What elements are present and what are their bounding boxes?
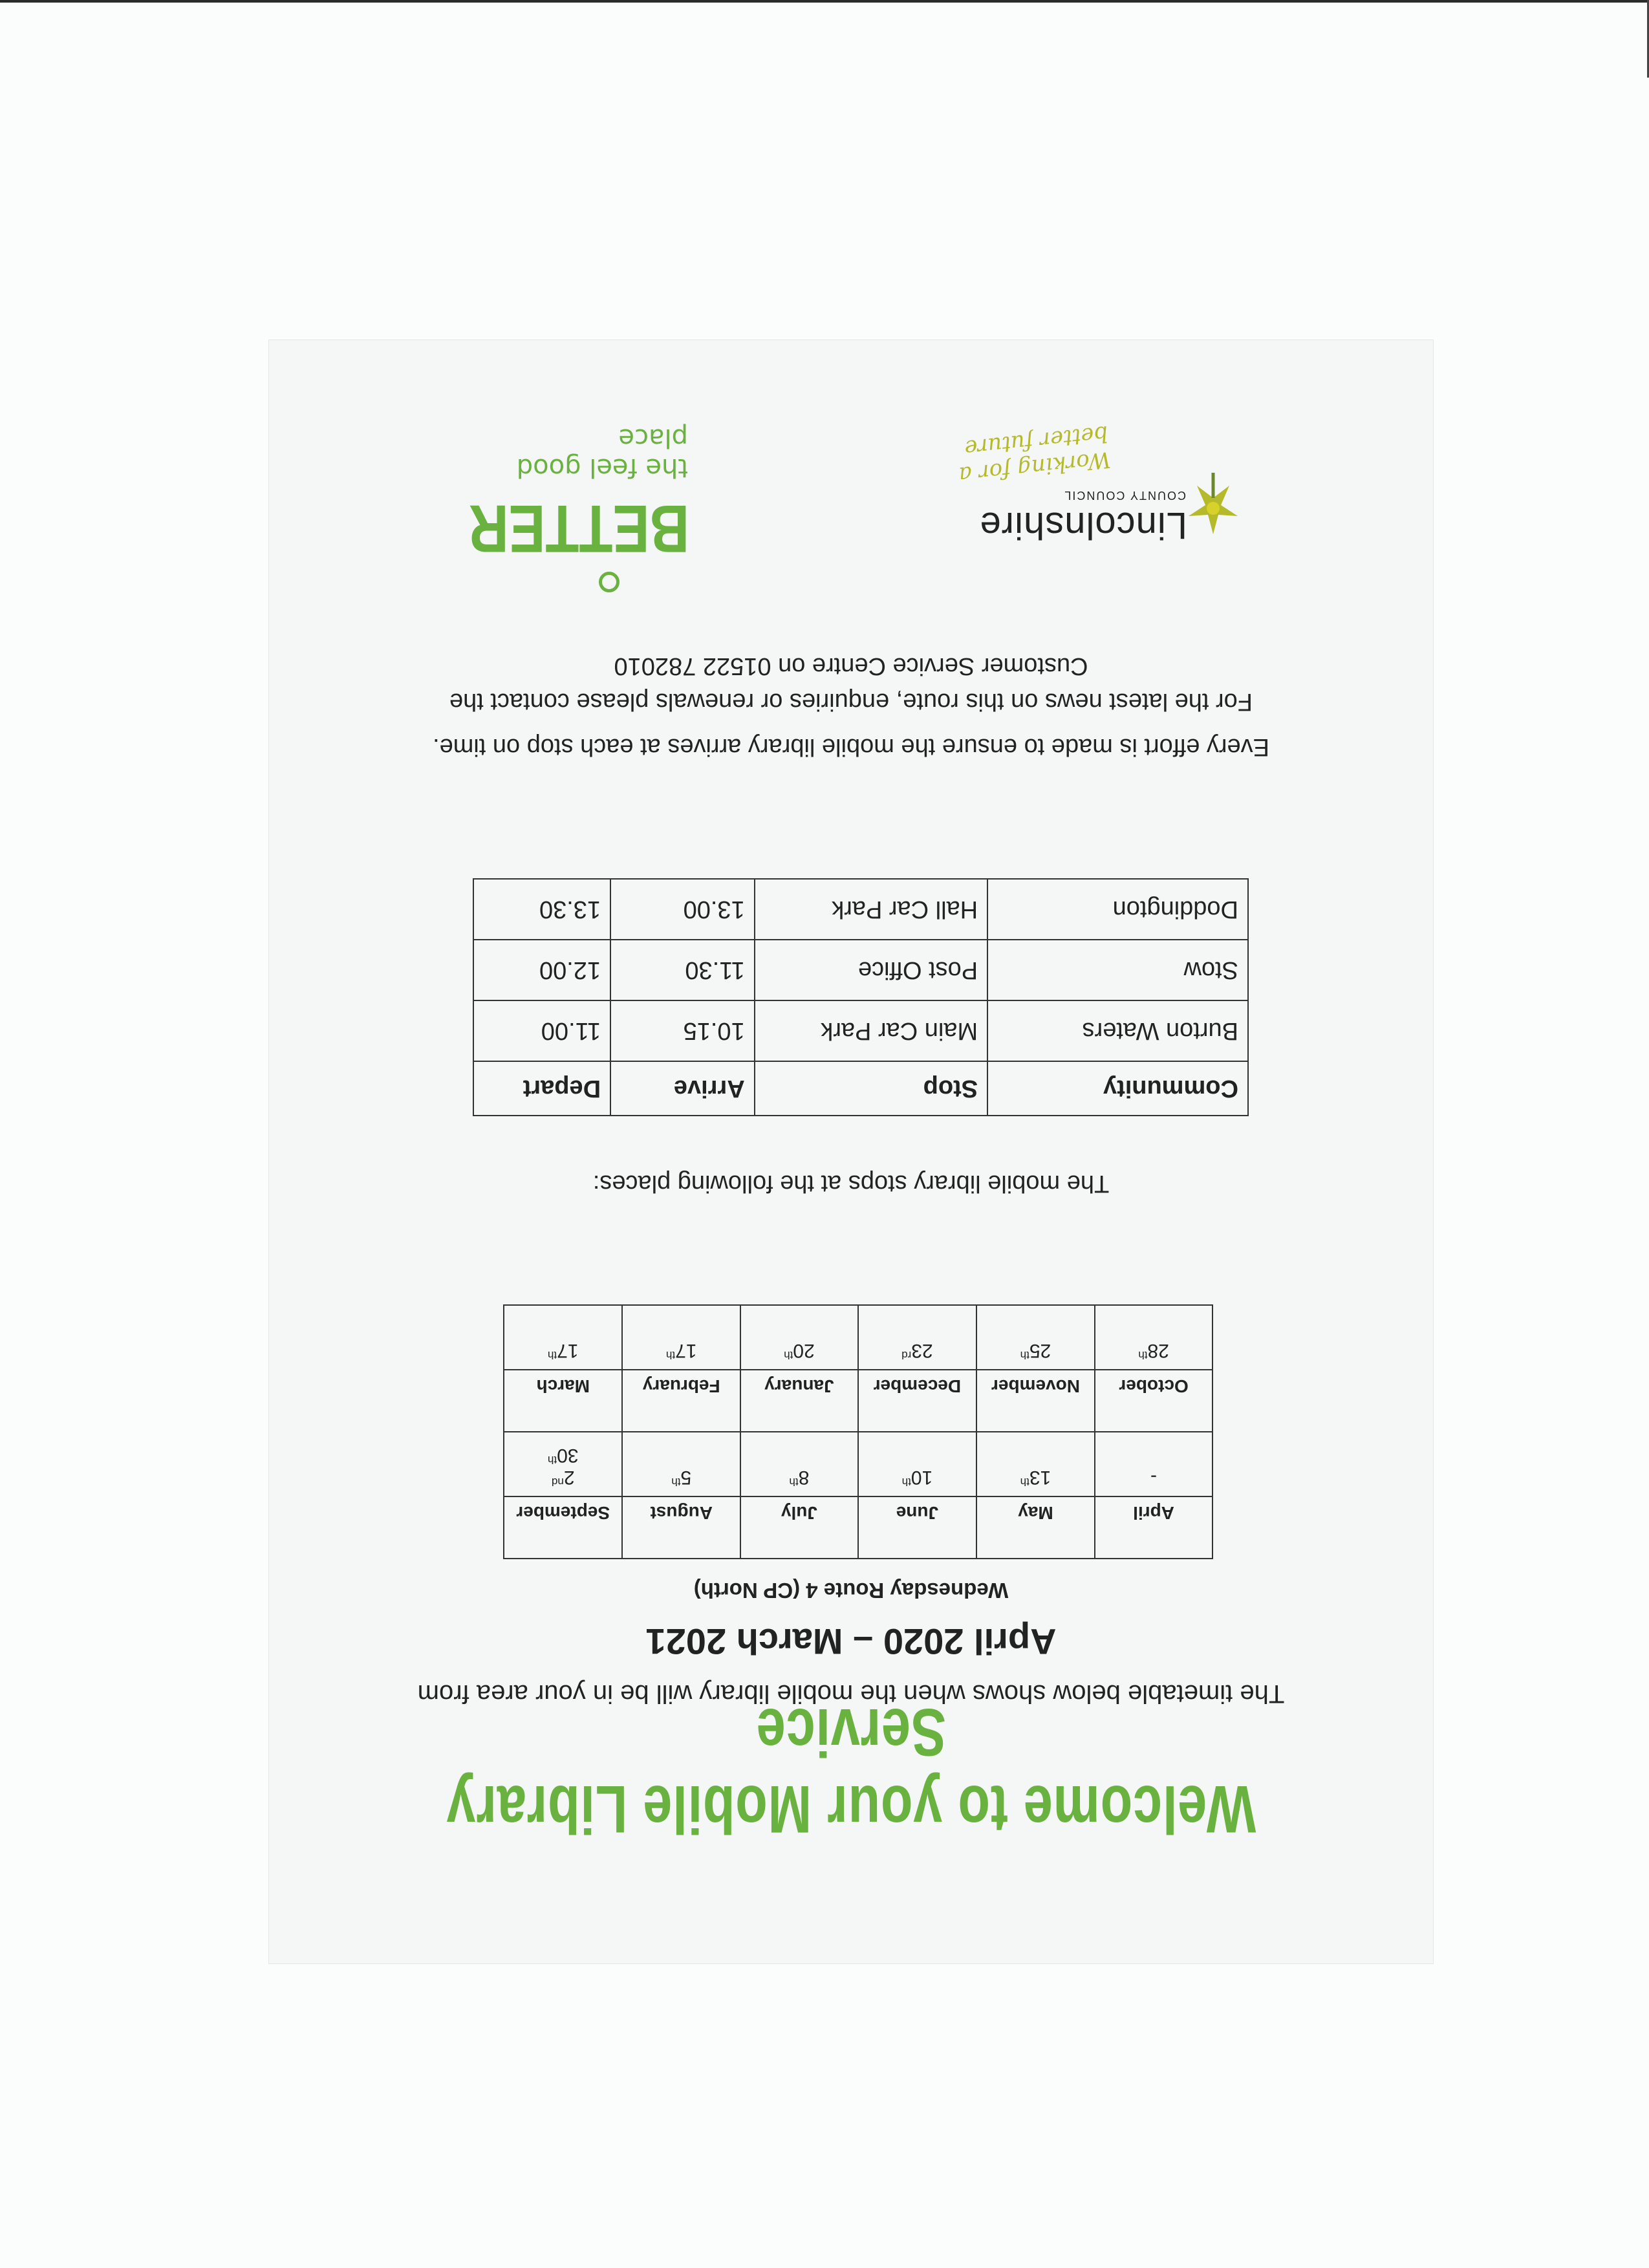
column-header-arrive: Arrive [610,1061,755,1116]
stop-cell: Post Office [755,940,987,1000]
table-row [473,1000,1248,1061]
stops-table [473,878,1249,1116]
depart-cell: 13.30 [473,879,610,940]
day-cell: 17th [623,1305,740,1370]
stop-cell: Hall Car Park [755,879,987,940]
month-cell: April [1095,1496,1212,1559]
month-row [504,1496,1212,1559]
day-cell: 5th [623,1432,740,1496]
column-header-stop: Stop [755,1061,987,1116]
arrive-cell: 11.30 [610,940,755,1000]
month-row [504,1370,1212,1432]
day-cell: 25th [976,1305,1095,1370]
month-cell: December [858,1370,976,1432]
depart-cell: 11.00 [473,1000,610,1061]
month-cell: September [504,1496,623,1559]
community-cell: Doddington [987,879,1248,940]
intro-text: The timetable below shows when the mobile library will be in your area from [417,1679,1285,1708]
stop-cell: Main Car Park [755,1000,987,1061]
month-cell: October [1095,1370,1212,1432]
column-header-depart: Depart [473,1061,610,1116]
day-cell: - [1095,1432,1212,1496]
month-cell: February [623,1370,740,1432]
period-heading: April 2020 – March 2021 [645,1621,1057,1662]
better-ring-icon [599,572,620,592]
lincolnshire-wordmark: Lincolnshire [979,504,1187,546]
arrive-cell: 13.00 [610,879,755,940]
on-time-note: Every effort is made to ensure the mobile library arrives at each stop on time. [433,733,1270,761]
stops-intro-text: The mobile library stops at the following places: [592,1170,1110,1197]
day-cell: 23rd [858,1305,976,1370]
depart-cell: 12.00 [473,940,610,1000]
contact-note-line-2: Customer Service Centre on 01522 782010 [614,653,1088,680]
contact-note-line-1: For the latest news on this route, enquiries or renewals please contact the [449,688,1253,715]
day-cell: 13th [976,1432,1095,1496]
day-row [504,1432,1212,1496]
community-cell: Burton Waters [987,1000,1248,1061]
month-cell: August [623,1496,740,1559]
visit-dates-table [503,1304,1213,1559]
route-label: Wednesday Route 4 (CP North) [693,1579,1009,1603]
better-tagline: the feel good place [516,423,688,482]
arrive-cell: 10.15 [610,1000,755,1061]
month-cell: January [740,1370,858,1432]
scan-edge-top [0,0,1649,3]
month-cell: June [858,1496,976,1559]
month-cell: July [740,1496,858,1559]
better-logo [468,423,689,592]
day-cell: 20th [740,1305,858,1370]
leaflet [268,340,1434,1964]
county-council-label: COUNTY COUNCIL [1063,489,1186,502]
daffodil-icon [1181,470,1245,541]
table-row [473,879,1248,940]
column-header-community: Community [987,1061,1248,1116]
day-row [504,1305,1212,1370]
day-cell: 8th [740,1432,858,1496]
table-row [473,940,1248,1000]
day-cell: 10th [858,1432,976,1496]
month-cell: May [976,1496,1095,1559]
day-cell: 2nd 30th [504,1432,623,1496]
community-cell: Stow [987,940,1248,1000]
lincolnshire-logo [935,420,1271,560]
day-cell: 17th [504,1305,623,1370]
stops-header-row [473,1061,1248,1116]
page-title: Welcome to your Mobile Library Service [446,1694,1256,1846]
better-wordmark: BETTER [468,491,689,566]
day-cell: 28th [1095,1305,1212,1370]
lincolnshire-tagline: Working for a better future [957,420,1112,488]
month-cell: November [976,1370,1095,1432]
month-cell: March [504,1370,623,1432]
